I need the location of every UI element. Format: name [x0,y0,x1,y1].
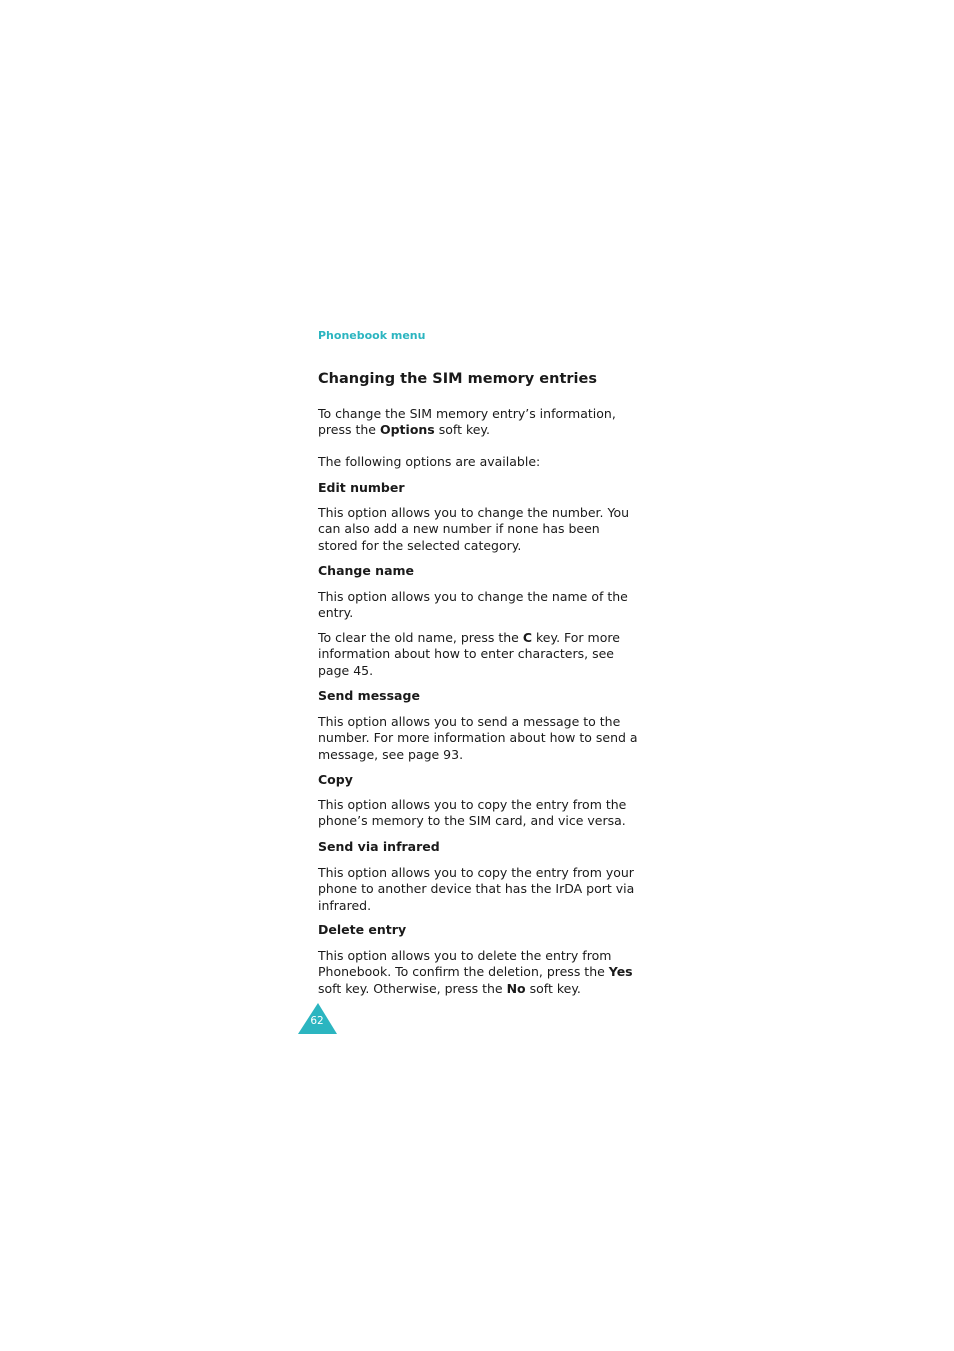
option-text: This option allows you to copy the entry from the phone’s memory to the SIM card, and vice versa. [318,797,627,829]
option-delete-entry [318,922,638,938]
option-title: Edit number [318,480,405,495]
no-key-label: No [506,980,526,996]
option-send-message [318,688,638,704]
option-text: To clear the old name, press the [318,630,523,645]
option-text: key. For more information about how to enter characters, see page 45. [318,630,620,678]
option-text: soft key. [525,980,581,996]
option-send-via-infrared-desc [318,865,638,914]
option-title: Copy [318,772,353,787]
intro-paragraph [318,406,638,439]
option-change-name-desc2 [318,630,638,679]
option-title: Delete entry [318,922,407,937]
options-intro [318,454,638,470]
options-key-label: Options [379,422,435,438]
option-delete-entry-desc [318,948,638,997]
page-number: 62 [310,1015,324,1027]
option-title: Change name [318,563,415,578]
options-intro-text: The following options are available: [318,454,541,469]
option-copy-desc [318,797,638,830]
yes-key-label: Yes [608,964,633,980]
option-edit-number [318,480,638,496]
page-title: Changing the SIM memory entries [318,371,597,387]
option-copy [318,772,638,788]
intro-line1: To change the SIM memory entry’s information, [318,406,616,421]
option-text: This option allows you to copy the entry from your phone to another device that has the IrDA port via infrared. [318,865,635,913]
option-change-name [318,563,638,579]
section-label: Phonebook menu [318,329,426,342]
option-text: This option allows you to send a message to the number. For more information about how to send a message, see page 93. [318,714,638,762]
intro-line2-pre: press the [318,422,380,438]
option-title: Send message [318,688,420,703]
option-text: This option allows you to change the number. You can also add a new number if none has been stored for the selected category. [318,505,630,553]
option-edit-number-desc [318,505,638,554]
option-text: This option allows you to delete the entry from Phonebook. To confirm the deletion, press the [318,948,612,980]
option-title: Send via infrared [318,839,440,854]
option-text: soft key. Otherwise, press the [318,980,507,996]
option-change-name-desc [318,589,638,622]
option-send-message-desc [318,714,638,763]
intro-line2-post: soft key. [434,422,491,438]
option-send-via-infrared [318,839,638,855]
page-number-badge [297,1003,339,1035]
c-key-label: C [522,630,533,645]
option-text: This option allows you to change the name of the entry. [318,589,628,621]
